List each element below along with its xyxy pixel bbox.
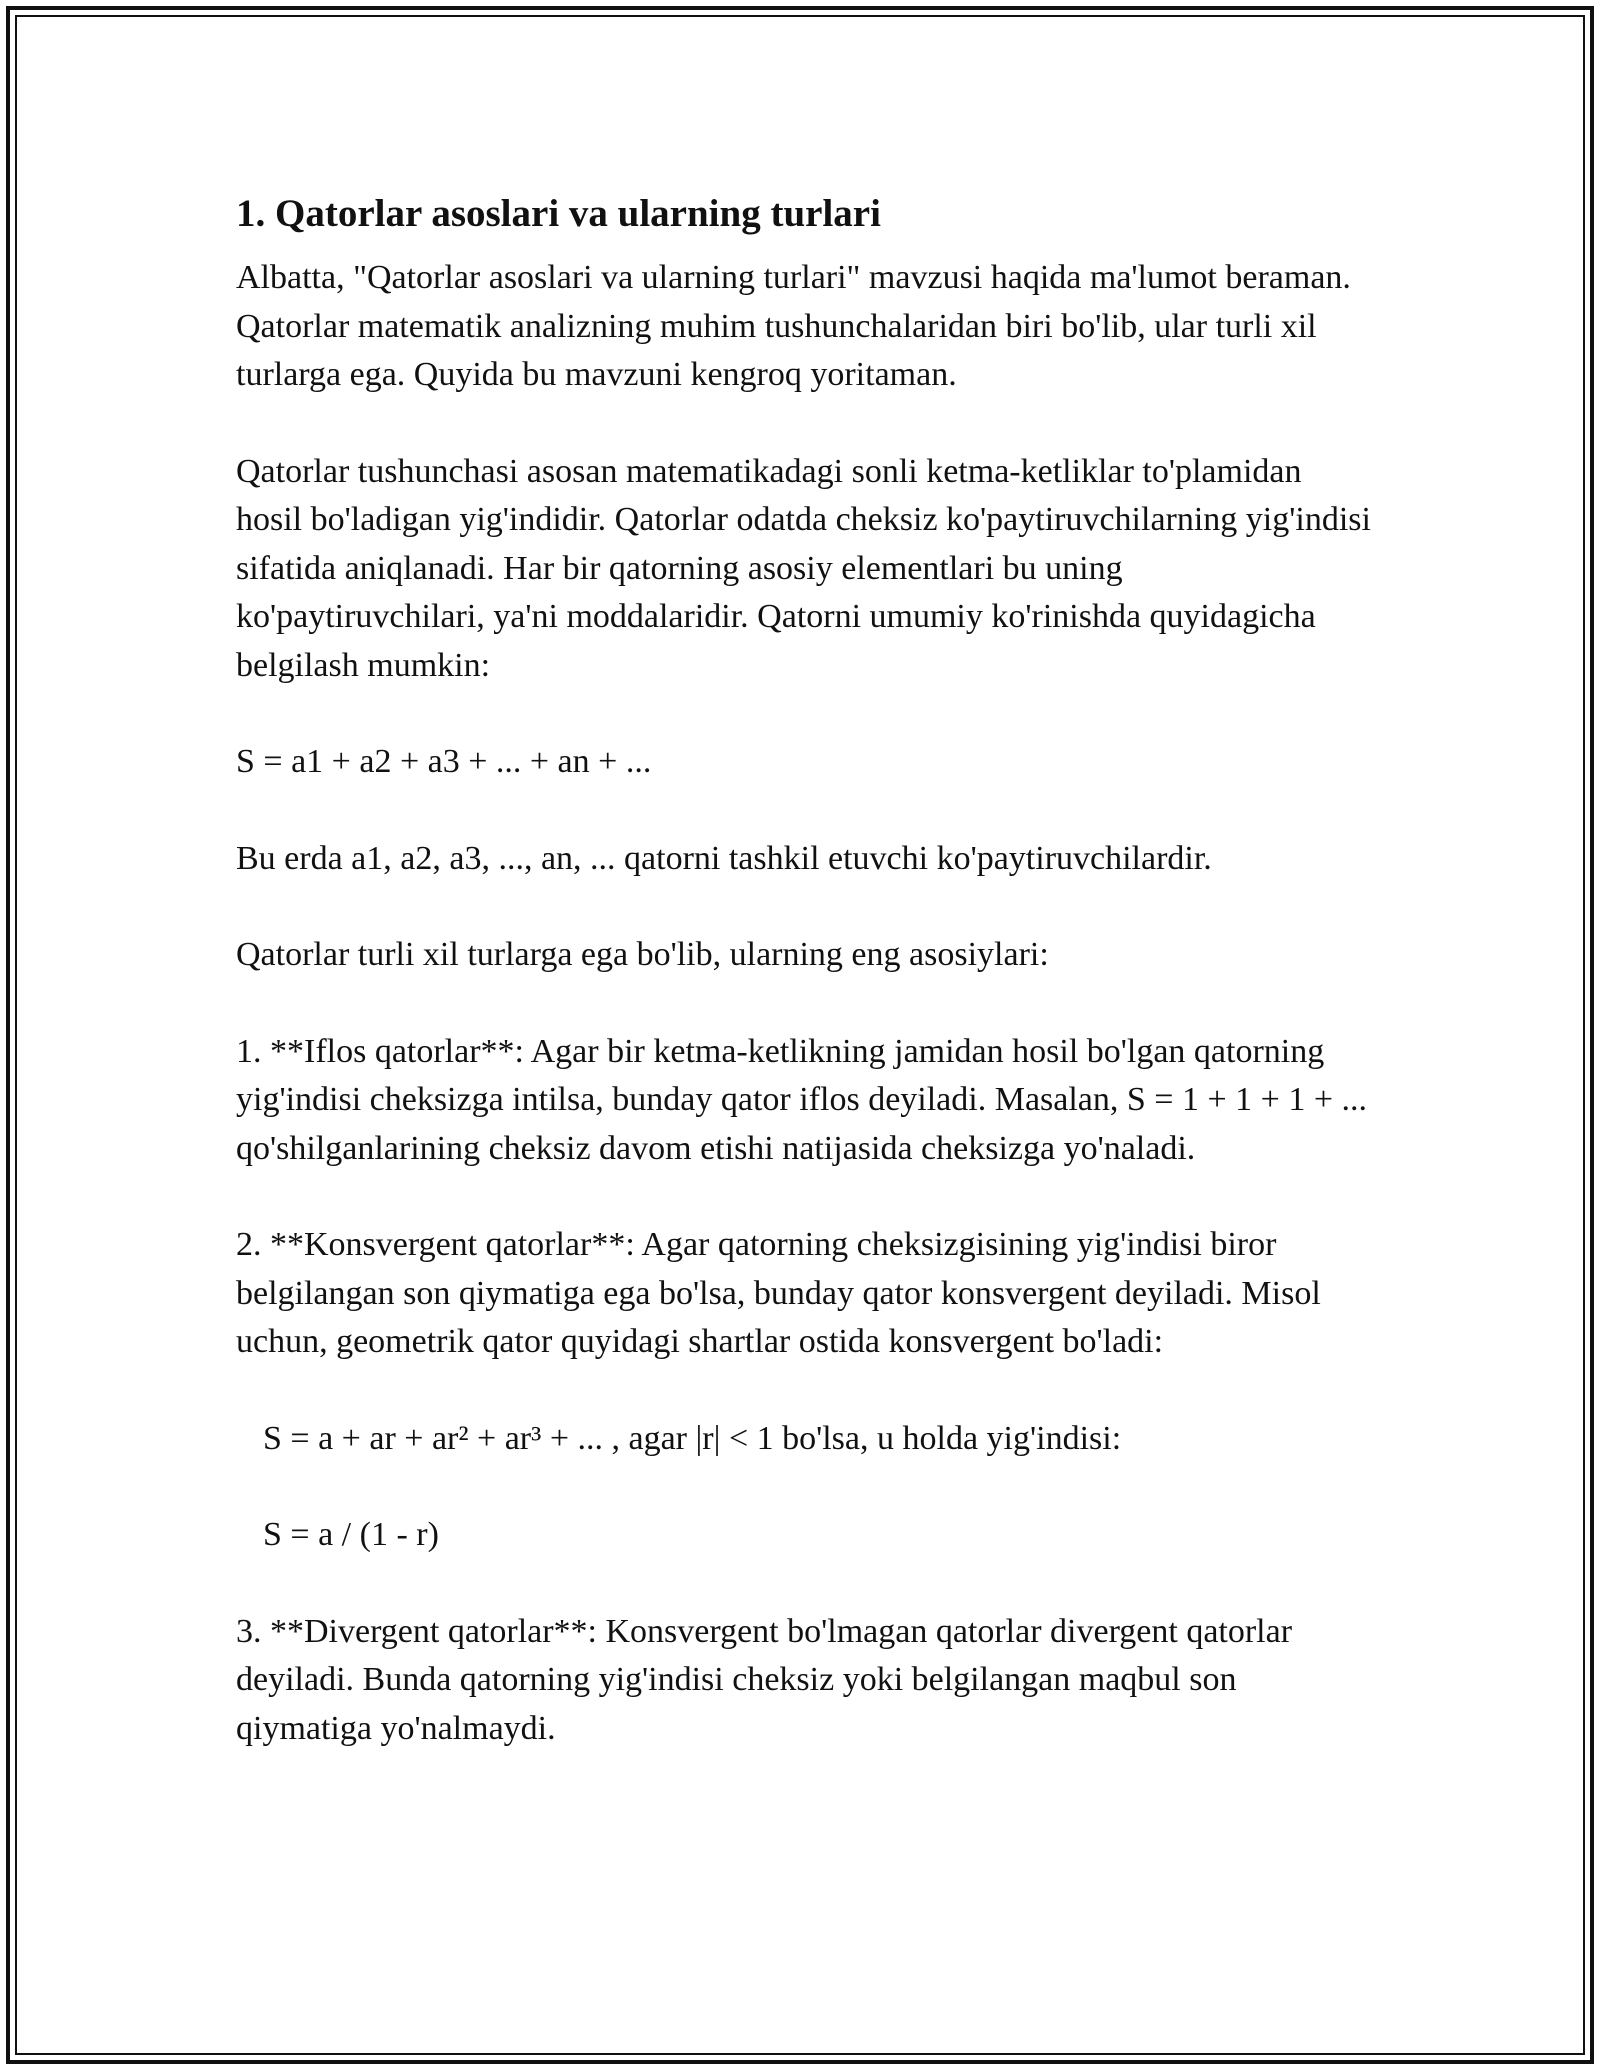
intro-paragraph: Albatta, "Qatorlar asoslari va ularning turlari" mavzusi haqida ma'lumot beraman. Qatorlar matematik analizning muhim tushunchalaridan biri bo'lib, ular turli xil turlarga ega. Quyida bu mavzuni kengroq yoritaman. <box>236 259 1351 393</box>
type-item-2: 2. **Konsvergent qatorlar**: Agar qatorning cheksizgisining yig'indisi biror belgilangan son qiymatiga ega bo'lsa, bunday qator konsvergent deyiladi. Misol uchun, geometrik qator quyidagi shartlar ostida konsvergent bo'ladi: <box>236 1226 1321 1360</box>
section-heading: 1. Qatorlar asoslari va ularning turlari <box>236 192 881 235</box>
type-item-3: 3. **Divergent qatorlar**: Konsvergent bo'lmagan qatorlar divergent qatorlar deyiladi. Bunda qatorning yig'indisi cheksiz yoki belgilangan maqbul son qiymatiga yo'nalmaydi. <box>236 1612 1293 1747</box>
types-intro: Qatorlar turli xil turlarga ega bo'lib, ularning eng asosiylari: <box>236 936 1049 973</box>
type-item-1: 1. **Iflos qatorlar**: Agar bir ketma-ketlikning jamidan hosil bo'lgan qatorning yig'indisi cheksizga intilsa, bunday qator iflos deyiladi. Masalan, S = 1 + 1 + 1 + ... qo'shilganlarining cheksiz davom etishi natijasida cheksizga yo'naladi. <box>236 1032 1367 1167</box>
geometric-sum-formula: S = a / (1 - r) <box>263 1516 439 1553</box>
definition-paragraph: Qatorlar tushunchasi asosan matematikadagi sonli ketma-ketliklar to'plamidan hosil bo'ladigan yig'indidir. Qatorlar odatda cheksiz ko'paytiruvchilarning yig'indisi sifatida aniqlanadi. Har bir qatorning asosiy elementlari bu uning ko'paytiruvchilari, ya'ni moddalaridir. Qatorni umumiy ko'rinishda quyidagicha belgilash mumkin: <box>236 452 1371 684</box>
series-formula: S = a1 + a2 + a3 + ... + an + ... <box>236 743 652 780</box>
geometric-series-formula: S = a + ar + ar² + ar³ + ... , agar |r| < 1 bo'lsa, u holda yig'indisi: <box>263 1419 1122 1457</box>
document-body <box>236 182 1371 1801</box>
terms-explanation: Bu erda a1, a2, a3, ..., an, ... qatorni tashkil etuvchi ko'paytiruvchilardir. <box>236 839 1212 877</box>
